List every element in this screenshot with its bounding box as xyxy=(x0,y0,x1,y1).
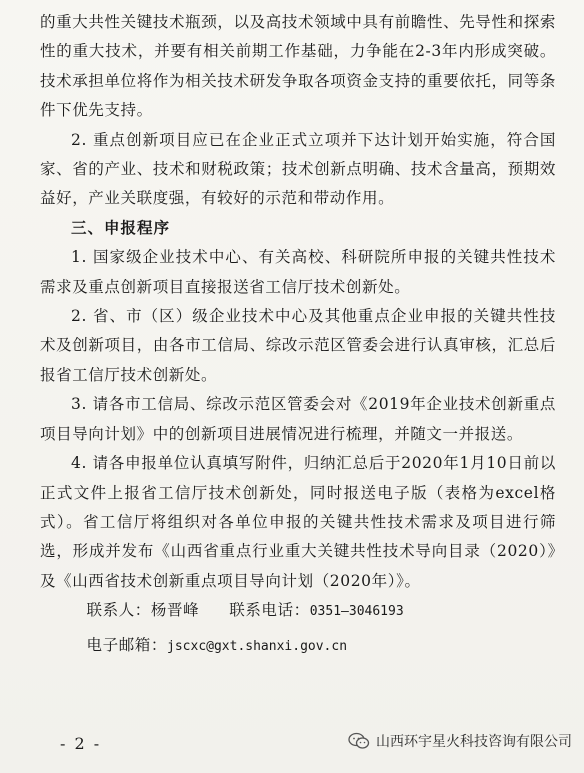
paragraph-procedure-3: 3. 请各市工信局、综改示范区管委会对《2019年企业技术创新重点项目导向计划》中的创新项目进展情况进行梳理，并随文一并报送。 xyxy=(40,395,556,443)
watermark-text: 山西环宇星火科技咨询有限公司 xyxy=(376,734,572,750)
paragraph-item-2-requirements: 2. 重点创新项目应已在企业正式立项并下达计划开始实施，符合国家、省的产业、技术和财税政策；技术创新点明确、技术含量高，预期效益好，产业关联度强，有较好的示范和带动作用。 xyxy=(40,130,556,208)
paragraph-procedure-2: 2. 省、市（区）级企业技术中心及其他重点企业申报的关键共性技术及创新项目，由各市工信局、综改示范区管委会进行认真审核，汇总后报省工信厅技术创新处。 xyxy=(40,307,556,384)
section-heading-procedure: 三、申报程序 xyxy=(71,218,171,237)
contact-email-line xyxy=(40,631,556,661)
page-number: - 2 - xyxy=(60,734,102,753)
paragraph-procedure-4: 4. 请各申报单位认真填写附件，归纳汇总后于2020年1月10日前以正式文件上报省工信厅技术创新处，同时报送电子版（表格为excel格式）。省工信厅将组织对各单位申报的关键共性技术需求及项目进行筛选，形成并发布《山西省重点行业重大关键共性技术导向目录（2020）》及《山西省技术创新重点项目导向计划（2020年）》。 xyxy=(40,454,556,590)
contact-email: jscxc@gxt.shanxi.gov.cn xyxy=(167,638,348,654)
contact-person-label: 联系人： xyxy=(86,601,151,620)
contact-email-label: 电子邮箱： xyxy=(86,635,168,654)
contact-person-line xyxy=(40,596,556,626)
contact-person-name: 杨晋峰 xyxy=(150,601,200,620)
document-body xyxy=(40,8,556,661)
paragraph-procedure-1: 1. 国家级企业技术中心、有关高校、科研院所申报的关键共性技术需求及重点创新项目直接报送省工信厅技术创新处。 xyxy=(40,248,556,296)
paragraph-continued: 的重大共性关键技术瓶颈，以及高技术领域中具有前瞻性、先导性和探索性的重大技术，并要有相关前期工作基础，力争能在2-3年内形成突破。技术承担单位将作为相关技术研发争取各项资金支持的重要依托，同等条件下优先支持。 xyxy=(40,13,556,120)
contact-phone: 0351—3046193 xyxy=(309,604,404,620)
wechat-icon xyxy=(348,732,370,750)
contact-phone-label: 联系电话： xyxy=(229,601,310,620)
watermark xyxy=(348,731,572,751)
